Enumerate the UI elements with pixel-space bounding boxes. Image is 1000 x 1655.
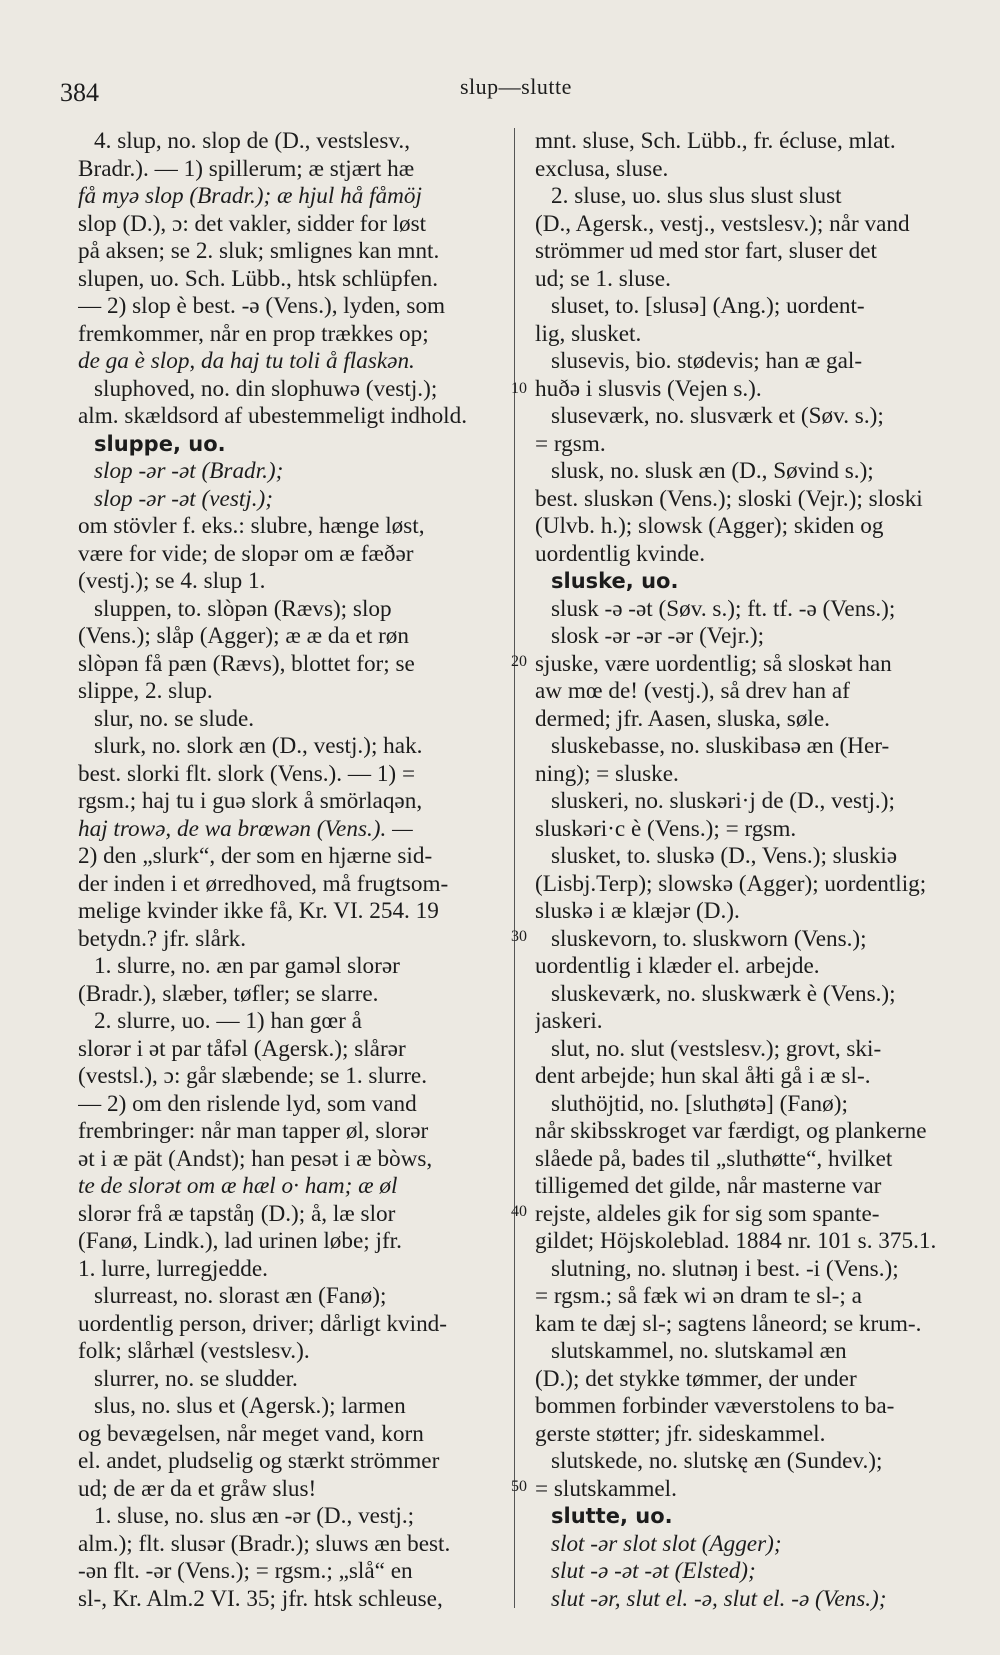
- entry-line: best. sluskən (Vens.); sloski (Vejr.); sloski: [535, 485, 923, 512]
- entry-line: slop -ər -ət (vestj.);: [94, 485, 273, 512]
- entry-line: aw mœ de! (vestj.), så drev han af: [535, 678, 850, 704]
- entry-line: sluppen, to. slòpən (Rævs); slop: [94, 595, 392, 622]
- right-column: [535, 128, 965, 1613]
- entry-line: der inden i et ørredhoved, må frugtsom-: [78, 870, 449, 897]
- entry-line: ud; de ær da et gråw slus!: [78, 1475, 317, 1502]
- entry-line: folk; slårhæl (vestslesv.).: [78, 1338, 310, 1364]
- entry-line: gerste støtter; jfr. sideskammel.: [535, 1420, 826, 1447]
- entry-line: uordentlig kvinde.: [535, 540, 706, 567]
- entry-line: rejste, aldeles gik for sig som spante-: [535, 1200, 880, 1227]
- entry-line: slutskammel, no. slutskaməl æn: [551, 1338, 847, 1364]
- entry-line: sluppe, uo.: [94, 431, 226, 456]
- entry-line: slut -ər, slut el. -ə, slut el. -ə (Vens.);: [551, 1585, 887, 1612]
- entry-line: — 2) om den rislende lyd, som vand: [78, 1090, 417, 1117]
- entry-line: (Fanø, Lindk.), lad urinen løbe; jfr.: [78, 1228, 402, 1254]
- entry-line: (D., Agersk., vestj., vestslesv.); når vand: [535, 210, 910, 237]
- entry-line: slorər i ət par tåfəl (Agersk.); slårər: [78, 1035, 406, 1062]
- entry-line: — 2) slop è best. -ə (Vens.), lyden, som: [78, 293, 446, 319]
- entry-line: sluskeværk, no. sluskwærk è (Vens.);: [551, 980, 896, 1007]
- entry-line: huðə i slusvis (Vejen s.).: [535, 375, 762, 402]
- entry-line: alm. skældsord af ubestemmeligt indhold.: [78, 403, 467, 429]
- entry-line: (Vens.); slåp (Agger); æ æ da et røn: [78, 623, 409, 649]
- entry-line: = rgsm.; så fæk wi ən dram te sl-; a: [535, 1283, 862, 1309]
- entry-line: (vestj.); se 4. slup 1.: [78, 568, 266, 594]
- entry-line: melige kvinder ikke få, Kr. VI. 254. 19: [78, 898, 439, 924]
- entry-line: slurk, no. slork æn (D., vestj.); hak.: [94, 733, 423, 759]
- entry-line: slåede på, bades til „sluthøtte“, hvilket: [535, 1145, 893, 1172]
- entry-line: dent arbejde; hun skal åłti gå i æ sl-.: [535, 1063, 871, 1089]
- column-divider: [514, 128, 515, 1608]
- entry-line: 4. slup, no. slop de (D., vestslesv.,: [94, 128, 411, 154]
- entry-line: være for vide; de slopər om æ fæðər: [78, 540, 414, 567]
- entry-line: slusevis, bio. stødevis; han æ gal-: [551, 348, 863, 374]
- entry-line: ət i æ pät (Andst); han pesət i æ bòws,: [78, 1145, 433, 1172]
- entry-line: lig, slusket.: [535, 320, 642, 347]
- entry-line: (Ulvb. h.); slowsk (Agger); skiden og: [535, 513, 884, 539]
- entry-line: sluskebasse, no. sluskibasə æn (Her-: [551, 733, 890, 759]
- entry-line: på aksen; se 2. sluk; smlignes kan mnt.: [78, 238, 440, 264]
- line-number: 40: [511, 1203, 527, 1220]
- entry-line: frembringer: når man tapper øl, slorər: [78, 1118, 429, 1144]
- entry-line: sl-, Kr. Alm.2 VI. 35; jfr. htsk schleuse,: [78, 1585, 443, 1612]
- left-column: [78, 128, 533, 1613]
- entry-line: og bevægelsen, når meget vand, korn: [78, 1420, 424, 1447]
- entry-line: mnt. sluse, Sch. Lübb., fr. écluse, mlat.: [535, 128, 896, 154]
- entry-line: -ən flt. -ər (Vens.); = rgsm.; „slå“ en: [78, 1558, 413, 1584]
- entry-line: slop (D.), ɔ: det vakler, sidder for løst: [78, 210, 427, 237]
- entry-line: bommen forbinder væverstolens to ba-: [535, 1393, 895, 1419]
- entry-line: slurrer, no. se sludder.: [94, 1365, 298, 1392]
- entry-line: tilligemed det gilde, når masterne var: [535, 1173, 882, 1199]
- entry-line: sluskəri·c è (Vens.); = rgsm.: [535, 815, 797, 842]
- entry-line: betydn.? jfr. slårk.: [78, 925, 247, 952]
- entry-line: uordentlig person, driver; dårligt kvind-: [78, 1310, 447, 1337]
- entry-line: slòpən få pæn (Rævs), blottet for; se: [78, 650, 415, 677]
- entry-line: exclusa, sluse.: [535, 155, 669, 182]
- entry-line: slot -ər slot slot (Agger);: [551, 1530, 782, 1557]
- entry-line: = rgsm.: [535, 430, 606, 457]
- line-number: 20: [511, 653, 527, 670]
- entry-line: Bradr.). — 1) spillerum; æ stjært hæ: [78, 155, 415, 182]
- entry-line: best. slorki flt. slork (Vens.). — 1) =: [78, 760, 416, 787]
- entry-line: sluthöjtid, no. [sluthøtə] (Fanø);: [551, 1090, 848, 1117]
- entry-line: sluskeri, no. sluskəri·j de (D., vestj.);: [551, 788, 895, 814]
- entry-line: slutskede, no. slutskę æn (Sundev.);: [551, 1448, 883, 1474]
- entry-line: kam te dæj sl-; sagtens låneord; se krum-.: [535, 1310, 922, 1337]
- page-number: 384: [60, 78, 99, 107]
- entry-line: slusk -ə -ət (Søv. s.); ft. tf. -ə (Vens.);: [551, 595, 896, 622]
- entry-line: dermed; jfr. Aasen, sluska, søle.: [535, 705, 830, 732]
- entry-line: (Lisbj.Terp); slowskə (Agger); uordentlig;: [535, 870, 927, 897]
- entry-line: 1. slurre, no. æn par gaməl slorər: [94, 953, 400, 979]
- entry-line: fremkommer, når en prop trækkes op;: [78, 320, 429, 347]
- entry-line: slop -ər -ət (Bradr.);: [94, 458, 284, 484]
- entry-line: slusket, to. sluskə (D., Vens.); sluskiə: [551, 843, 898, 869]
- entry-line: el. andet, pludselig og stærkt strömmer: [78, 1448, 440, 1474]
- entry-line: 1. lurre, lurregjedde.: [78, 1255, 268, 1282]
- line-number: 30: [511, 928, 527, 945]
- entry-line: sluset, to. [slusə] (Ang.); uordent-: [551, 293, 865, 319]
- entry-line: ud; se 1. sluse.: [535, 265, 671, 292]
- entry-line: når skibsskroget var færdigt, og plankerne: [535, 1118, 927, 1144]
- entry-line: ning); = sluske.: [535, 760, 679, 787]
- entry-line: 2. sluse, uo. slus slus slust slust: [551, 183, 842, 209]
- entry-line: strömmer ud med stor fart, sluser det: [535, 238, 877, 264]
- entry-line: slut -ə -ət -ət (Elsted);: [551, 1558, 756, 1584]
- running-head: slup—slutte: [460, 74, 572, 99]
- entry-line: gildet; Höjskoleblad. 1884 nr. 101 s. 375.1.: [535, 1228, 937, 1254]
- entry-line: alm.); flt. slusər (Bradr.); sluws æn best.: [78, 1530, 451, 1557]
- entry-line: slutte, uo.: [551, 1504, 673, 1528]
- entry-line: sluske, uo.: [551, 569, 679, 593]
- entry-line: de ga è slop, da haj tu toli å flaskən.: [78, 348, 415, 374]
- entry-line: sjuske, være uordentlig; så sloskət han: [535, 650, 892, 677]
- line-number: 50: [511, 1478, 527, 1495]
- entry-line: få myə slop (Bradr.); æ hjul hå fåmöj: [78, 183, 422, 209]
- entry-line: jaskeri.: [535, 1008, 603, 1034]
- entry-line: (D.); det stykke tømmer, der under: [535, 1365, 857, 1392]
- entry-line: 1. sluse, no. slus æn -ər (D., vestj.;: [94, 1503, 415, 1529]
- entry-line: sluskə i æ klæjər (D.).: [535, 898, 740, 924]
- entry-line: slippe, 2. slup.: [78, 678, 213, 704]
- entry-line: 2) den „slurk“, der som en hjærne sid-: [78, 843, 433, 869]
- entry-line: = slutskammel.: [535, 1475, 677, 1502]
- line-number: 10: [511, 380, 527, 397]
- entry-line: uordentlig i klæder el. arbejde.: [535, 953, 820, 979]
- entry-line: om stövler f. eks.: slubre, hænge løst,: [78, 513, 425, 539]
- entry-line: sluseværk, no. slusværk et (Søv. s.);: [551, 403, 884, 429]
- entry-line: (Bradr.), slæber, tøfler; se slarre.: [78, 980, 379, 1007]
- entry-line: slusk, no. slusk æn (D., Søvind s.);: [551, 458, 874, 484]
- entry-line: slus, no. slus et (Agersk.); larmen: [94, 1393, 406, 1419]
- entry-line: slurreast, no. slorast æn (Fanø);: [94, 1283, 387, 1309]
- entry-line: te de slorət om æ hæl o· ham; æ øl: [78, 1173, 398, 1199]
- entry-line: slut, no. slut (vestslesv.); grovt, ski-: [551, 1035, 882, 1062]
- entry-line: slosk -ər -ər -ər (Vejr.);: [551, 623, 765, 649]
- entry-line: 2. slurre, uo. — 1) han gœr å: [94, 1008, 362, 1034]
- entry-line: slutning, no. slutnəŋ i best. -i (Vens.);: [551, 1255, 899, 1282]
- entry-line: rgsm.; haj tu i guə slork å smörlaqən,: [78, 788, 423, 814]
- entry-line: (vestsl.), ɔ: går slæbende; se 1. slurre.: [78, 1063, 428, 1089]
- entry-line: haj trowə, de wa brœwən (Vens.). —: [78, 815, 413, 842]
- entry-line: slorər frå æ tapståŋ (D.); å, læ slor: [78, 1200, 396, 1227]
- entry-line: sluskevorn, to. sluskworn (Vens.);: [551, 925, 867, 952]
- entry-line: slupen, uo. Sch. Lübb., htsk schlüpfen.: [78, 265, 439, 292]
- entry-line: sluphoved, no. din slophuwə (vestj.);: [94, 375, 438, 402]
- entry-line: slur, no. se slude.: [94, 705, 255, 732]
